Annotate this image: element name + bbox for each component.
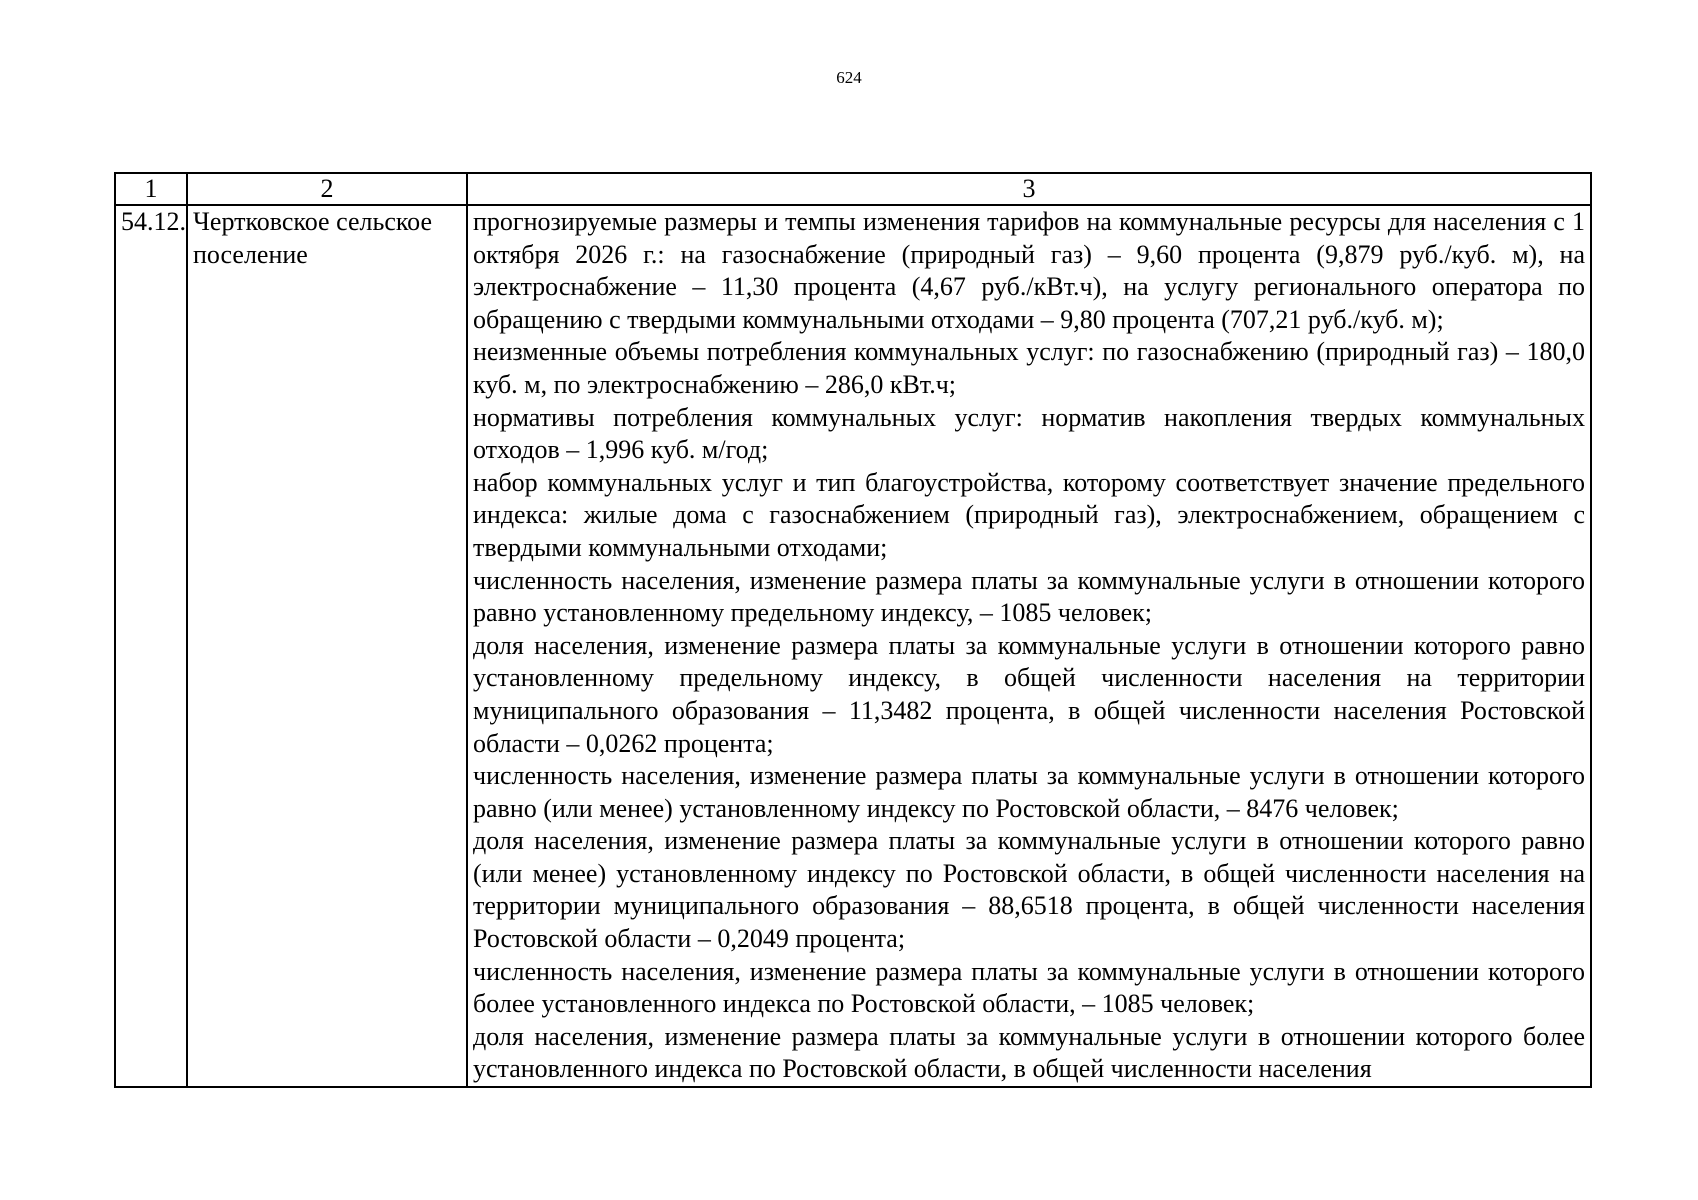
paragraph-share-more: доля населения, изменение размера платы за коммунальные услуги в отношении которого более установленного индекса по Ростовской области, в общей численности населения — [473, 1021, 1585, 1084]
page-number: 624 — [836, 68, 862, 87]
paragraph-population-equal-or-less: численность населения, изменение размера платы за коммунальные услуги в отношении которого равно (или менее) установленному индексу по Ростовской области, – 8476 человек; — [473, 761, 1585, 823]
paragraph-share-equal: доля населения, изменение размера платы за коммунальные услуги в отношении которого равно установленному предельному индексу, в общей численности населения на территории муниципального образования – 11,3482 процента, в общей численности населения Ростовской области – 0,0262 процента; — [473, 630, 1585, 758]
paragraph-services-set: набор коммунальных услуг и тип благоустройства, которому соответствует значение предельного индекса: жилые дома с газоснабжением (природный газ), электроснабжением, обращением с твердыми коммунальными отходами; — [473, 467, 1585, 562]
paragraph-consumption-volumes: неизменные объемы потребления коммунальных услуг: по газоснабжению (природный газ) – 180,0 куб. м, по электроснабжению – 286,0 кВт.ч; — [473, 337, 1585, 399]
paragraph-tariff-forecast: прогнозируемые размеры и темпы изменения тарифов на коммунальные ресурсы для населения с 1 октября 2026 г.: на газоснабжение (природный газ) – 9,60 процента (9,879 руб./куб. м), на электроснабжение – 11,30 процента (4,67 руб./кВт.ч), на услугу регионального оператора по обращению с твердыми коммунальными отходами – 9,80 процента (707,21 руб./куб. м); — [473, 207, 1585, 334]
table-header-row — [115, 173, 1591, 205]
paragraph-share-equal-or-less: доля населения, изменение размера платы за коммунальные услуги в отношении которого равно (или менее) установленному индексу по Ростовской области, в общей численности населения на территории муниципального образования – 88,6518 процента, в общей численности населения Ростовской области – 0,2049 процента; — [473, 826, 1585, 954]
row-number: 54.12. — [115, 205, 187, 1087]
column-header-1: 1 — [115, 173, 187, 205]
paragraph-population-equal: численность населения, изменение размера платы за коммунальные услуги в отношении которого равно установленному предельному индексу, – 1085 человек; — [473, 565, 1585, 628]
table-row — [115, 205, 1591, 1087]
row-details — [467, 205, 1591, 1087]
paragraph-population-more: численность населения, изменение размера платы за коммунальные услуги в отношении которого более установленного индекса по Ростовской области, – 1085 человек; — [473, 956, 1585, 1019]
paragraph-consumption-norms: нормативы потребления коммунальных услуг: норматив накопления твердых коммунальных отходов – 1,996 куб. м/год; — [473, 402, 1585, 465]
column-header-3: 3 — [467, 173, 1591, 205]
settlement-name: Чертковское сельское поселение — [187, 205, 467, 1087]
column-header-2: 2 — [187, 173, 467, 205]
tariff-table — [114, 172, 1592, 1088]
